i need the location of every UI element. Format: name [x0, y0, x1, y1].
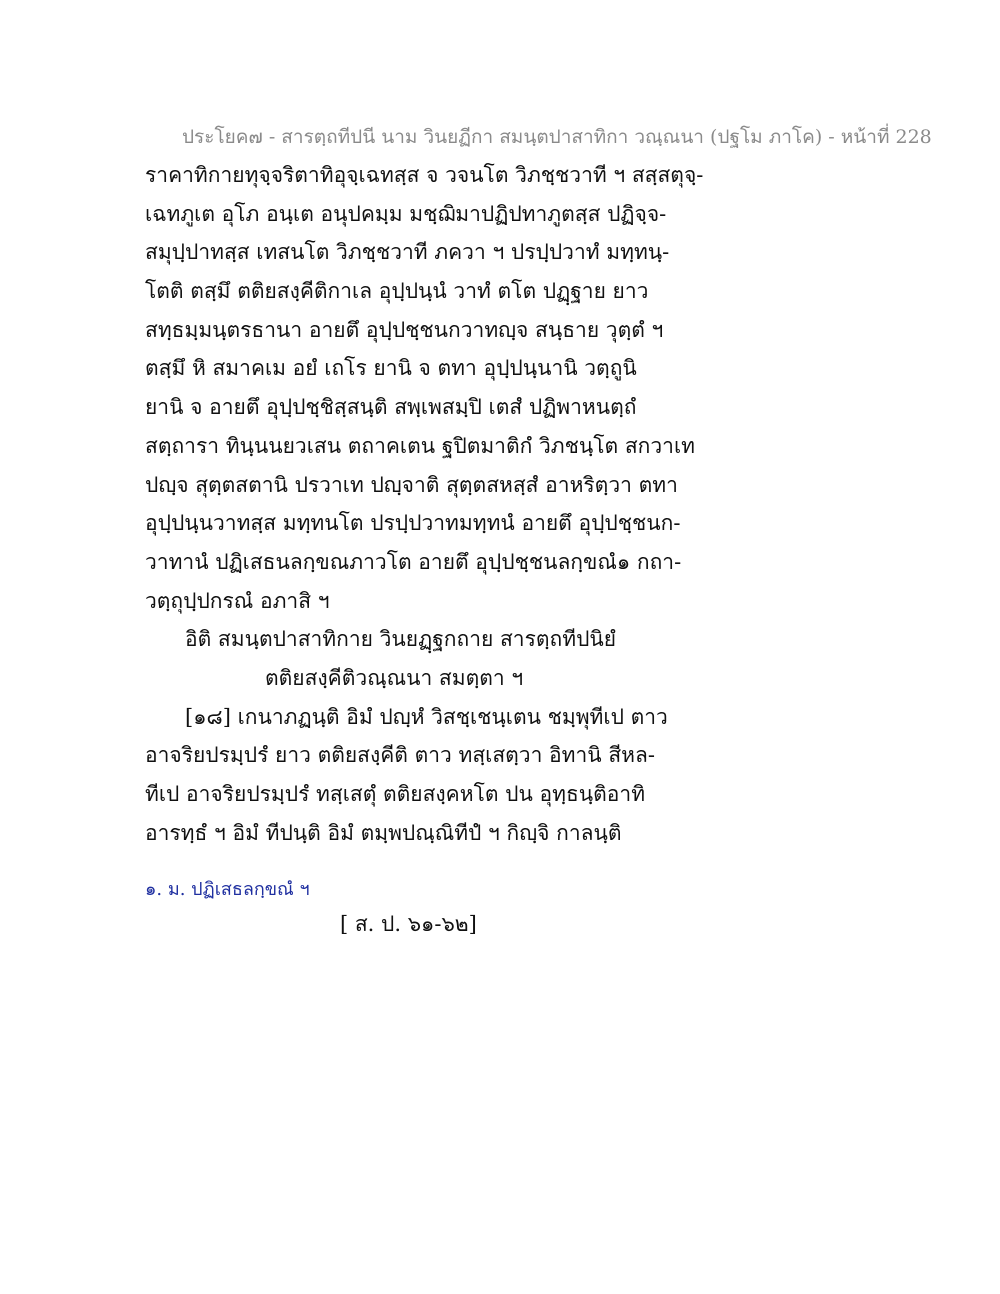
text-line: เฉทภูเต อุโภ อนฺเต อนุปคมฺม มชฺฌิมาปฏิปทาภูตสฺส ปฏิจฺจ- — [145, 201, 667, 226]
text-line: สมุปฺปาทสฺส เทสนโต วิภชฺชวาที ภควา ฯ ปรปฺปวาทํ มทฺทนฺ- — [145, 240, 670, 265]
text-line: อาจริยปรมฺปรํ ยาว ตติยสงฺคีติ ตาว ทสฺเสตฺวา อิทานิ สีหล- — [145, 743, 655, 768]
page-reference: [ ส. ป. ๖๑-๖๒] — [340, 912, 477, 936]
text-line: สทฺธมฺมนฺตรธานา อายตึ อุปฺปชฺชนกวาทญฺจ สนฺธาย วุตฺตํ ฯ — [145, 317, 664, 342]
paragraph-start-line: [๑๘] เกนาภฏนฺติ อิมํ ปญฺหํ วิสชฺเชนฺเตน ชมฺพุทีเป ตาว — [185, 704, 668, 729]
running-header: ประโยค๗ - สารตฺถทีปนี นาม วินยฏีกา สมนฺตปาสาทิกา วณฺณนา (ปฐโม ภาโค) - หน้าที่ 228 — [182, 126, 932, 148]
text-line: ทีเป อาจริยปรมฺปรํ ทสฺเสตุํ ตติยสงฺคหโต ปน อุทฺธนฺติอาทิ — [145, 782, 646, 806]
body-text — [145, 156, 704, 852]
text-line: อารทฺธํ ฯ อิมํ ทีปนฺติ อิมํ ตมฺพปณฺณิทีปํ ฯ กิญฺจิ กาลนฺติ — [145, 820, 622, 845]
text-line: สตฺถารา ทินฺนนยวเสน ตถาคเตน ฐปิตมาติกํ วิภชนฺโต สกวาเท — [145, 433, 695, 458]
text-line: ตสฺมึ หิ สมาคเม อยํ เถโร ยานิ จ ตทา อุปฺปนฺนานิ วตฺถูนิ — [145, 356, 637, 381]
colophon-line-2: ตติยสงฺคีติวณฺณนา สมตฺตา ฯ — [265, 665, 524, 690]
text-line: โตติ ตสฺมึ ตติยสงฺคีติกาเล อุปฺปนฺนํ วาทํ ตโต ปฏฺฐาย ยาว — [145, 279, 649, 304]
text-line: อุปฺปนฺนวาทสฺส มทฺทนโต ปรปฺปวาทมทฺทนํ อายตึ อุปฺปชฺชนก- — [145, 511, 681, 536]
text-line: ยานิ จ อายตึ อุปฺปชฺชิสฺสนฺติ สพฺเพสมฺปิ เตสํ ปฏิพาหนตฺถํ — [145, 395, 637, 420]
footnote: ๑. ม. ปฏิเสธลกฺขณํ ฯ — [145, 879, 310, 900]
text-line: ปญฺจ สุตฺตสตานิ ปรวาเท ปญฺจาติ สุตฺตสหสฺสํ อาหริตฺวา ตทา — [145, 472, 678, 497]
text-line: ราคาทิกายทุจฺจริตาทิอุจฺเฉทสฺส จ วจนโต วิภชฺชวาที ฯ สสฺสตุจฺ- — [145, 163, 704, 187]
text-line: วตฺถุปฺปกรณํ อภาสิ ฯ — [145, 588, 330, 613]
colophon-line-1: อิติ สมนฺตปาสาทิกาย วินยฏฺฐกถาย สารตฺถทีปนิยํ — [185, 627, 617, 652]
text-line: วาทานํ ปฏิเสธนลกฺขณภาวโต อายตึ อุปฺปชฺชนลกฺขณํ๑ กถา- — [145, 549, 682, 574]
